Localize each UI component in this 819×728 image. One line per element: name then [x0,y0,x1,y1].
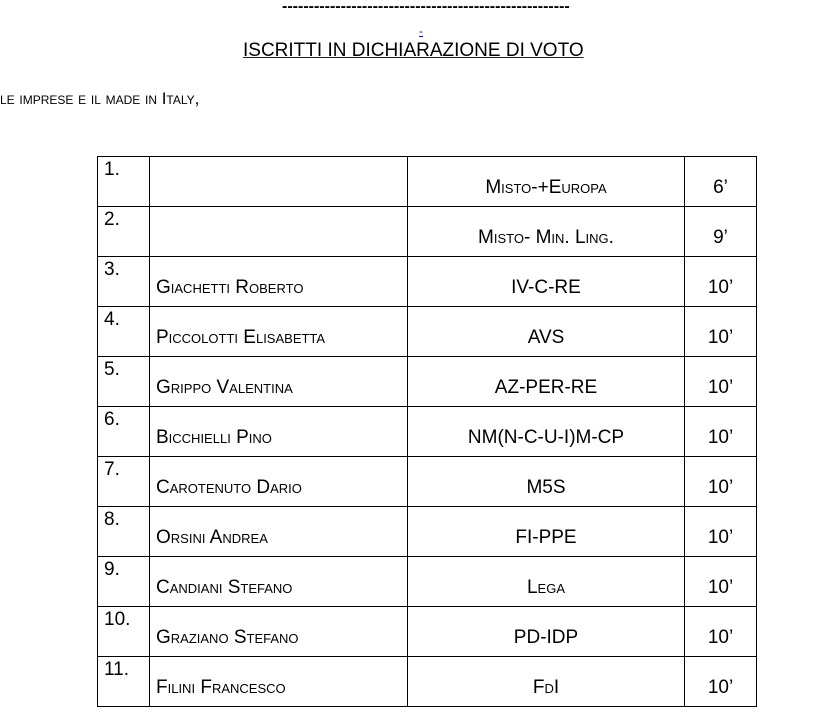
speaker-number: 10. [98,607,150,657]
table-row [98,457,757,507]
speaker-number: 1. [98,157,150,207]
speaker-group: M5S [408,457,685,507]
speaker-number: 5. [98,357,150,407]
speaker-time: 10’ [685,607,757,657]
speaker-time: 9’ [685,207,757,257]
table-row [98,407,757,457]
speaker-time: 10’ [685,507,757,557]
table-row [98,207,757,257]
speaker-time: 10’ [685,407,757,457]
speaker-time: 6’ [685,157,757,207]
speaker-name: Grippo Valentina [150,357,408,407]
speaker-group: PD-IDP [408,607,685,657]
speaker-group: FI-PPE [408,507,685,557]
speaker-time: 10’ [685,657,757,707]
speaker-name: Orsini Andrea [150,507,408,557]
table-row [98,257,757,307]
speaker-name: Filini Francesco [150,657,408,707]
speaker-group: Misto-+Europa [408,157,685,207]
speaker-group: Lega [408,557,685,607]
page-title: ISCRITTI IN DICHIARAZIONE DI VOTO [243,40,584,61]
speaker-number: 3. [98,257,150,307]
speaker-name: Giachetti Roberto [150,257,408,307]
speaker-group: FdI [408,657,685,707]
table-row [98,307,757,357]
speaker-name: Piccolotti Elisabetta [150,307,408,357]
speaker-time: 10’ [685,307,757,357]
speaker-group: NM(N-C-U-I)M-CP [408,407,685,457]
speaker-number: 4. [98,307,150,357]
table-row [98,157,757,207]
speaker-name: Candiani Stefano [150,557,408,607]
speaker-name: Bicchielli Pino [150,407,408,457]
separator-dashes: ------------------------------------------------------ [282,0,570,15]
table-row [98,657,757,707]
speaker-group: AVS [408,307,685,357]
table-row [98,357,757,407]
speaker-number: 6. [98,407,150,457]
speaker-group: AZ-PER-RE [408,357,685,407]
page-subtitle: le imprese e il made in Italy, [0,89,200,108]
speaker-number: 11. [98,657,150,707]
speaker-number: 8. [98,507,150,557]
speaker-group: IV-C-RE [408,257,685,307]
speaker-number: 7. [98,457,150,507]
speaker-name: Graziano Stefano [150,607,408,657]
speaker-name [150,157,408,207]
speakers-table [97,156,757,707]
anchor-link[interactable]: - [419,24,423,38]
speaker-group: Misto- Min. Ling. [408,207,685,257]
table-row [98,557,757,607]
speaker-time: 10’ [685,557,757,607]
speaker-time: 10’ [685,357,757,407]
speaker-time: 10’ [685,457,757,507]
speaker-number: 9. [98,557,150,607]
speaker-name: Carotenuto Dario [150,457,408,507]
speaker-name [150,207,408,257]
speaker-time: 10’ [685,257,757,307]
table-row [98,507,757,557]
table-row [98,607,757,657]
speaker-number: 2. [98,207,150,257]
